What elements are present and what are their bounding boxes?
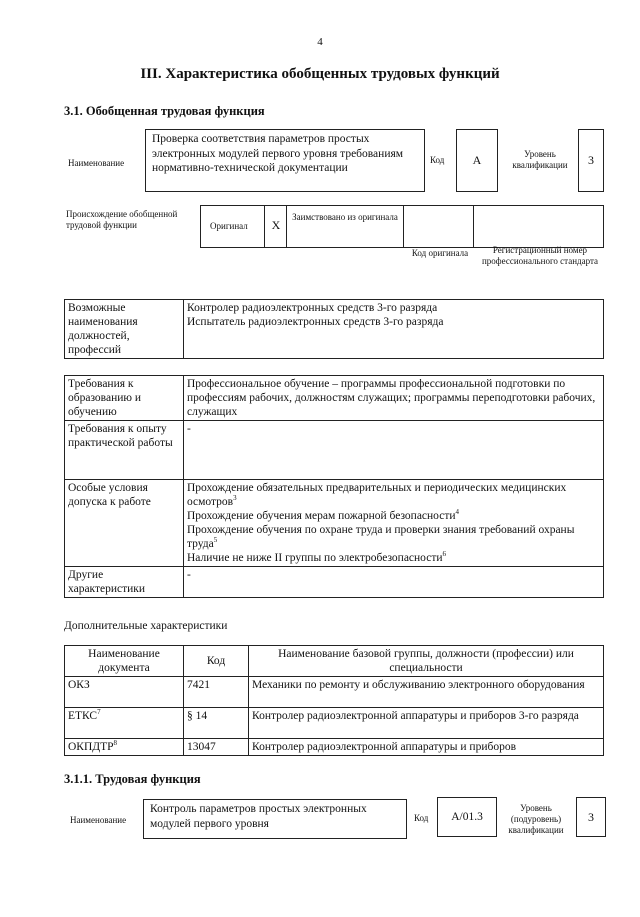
- code-cell: § 14: [184, 708, 249, 739]
- table-row: [65, 708, 604, 739]
- tf-name-value: Контроль параметров простых электронных модулей первого уровня: [143, 799, 407, 839]
- gtf-heading: 3.1. Обобщенная трудовая функция: [64, 104, 265, 118]
- footnote-ref: 8: [113, 739, 118, 748]
- origin-table: [200, 205, 604, 248]
- gtf-name-value: Проверка соответствия параметров простых электронных модулей первого уровня требованиям нормативно-технической документации: [145, 129, 425, 192]
- position-item: Испытатель радиоэлектронных средств 3-го разряда: [187, 316, 444, 328]
- header-name: Наименование базовой группы, должности (профессии) или специальности: [249, 646, 604, 677]
- positions-values: [184, 300, 604, 359]
- footnote-ref: 6: [442, 550, 447, 559]
- gtf-code-label: Код: [430, 155, 445, 165]
- gtf-level-value: 3: [578, 129, 604, 192]
- positions-label: Возможные наименования должностей, профессий: [65, 300, 184, 359]
- doc-cell: ОКЗ: [65, 677, 184, 708]
- name-cell: Механики по ремонту и обслуживанию электронного оборудования: [249, 677, 604, 708]
- tf-name-label: Наименование: [70, 815, 127, 825]
- experience-value: -: [184, 421, 604, 480]
- tf-level-label: Уровень (подуровень) квалификации: [508, 802, 564, 835]
- special-condition-4: Наличие не ниже II группы по электробезопасности: [187, 552, 443, 564]
- code-cell: 13047: [184, 739, 249, 756]
- borrowed-label: Заимствовано из оригинала: [292, 212, 398, 222]
- tf-code-value: А/01.3: [437, 797, 497, 837]
- special-conditions-value: [184, 480, 604, 567]
- name-cell: Контролер радиоэлектронной аппаратуры и приборов: [249, 739, 604, 756]
- gtf-name-label: Наименование: [68, 158, 125, 168]
- position-item: Контролер радиоэлектронных средств 3-го разряда: [187, 302, 438, 314]
- original-mark: X: [271, 218, 281, 232]
- footnote-ref: 4: [455, 508, 460, 517]
- gtf-origin-label: Происхождение обобщенной трудовой функции: [66, 209, 178, 230]
- other-label: Другие характеристики: [65, 567, 184, 598]
- experience-label: Требования к опыту практической работы: [65, 421, 184, 480]
- code-original-label: Код оригинала: [411, 248, 469, 258]
- footnote-ref: 5: [213, 536, 218, 545]
- other-value: -: [184, 567, 604, 598]
- special-condition-1: Прохождение обязательных предварительных и периодических медицинских осмотров: [187, 482, 567, 508]
- tf-level-value: 3: [576, 797, 606, 837]
- additional-title: Дополнительные характеристики: [64, 620, 228, 632]
- table-row: [65, 677, 604, 708]
- tf-code-label: Код: [414, 813, 429, 823]
- header-doc: Наименование документа: [65, 646, 184, 677]
- education-value: Профессиональное обучение – программы профессиональной подготовки по профессиям рабочих, должностям служащих; программы переподготовки рабочих, служащих: [184, 376, 604, 421]
- page-number: 4: [317, 36, 323, 48]
- doc-name: ОКПДТР: [68, 741, 114, 753]
- gtf-code-value: А: [456, 129, 498, 192]
- section-title: III. Характеристика обобщенных трудовых функций: [140, 66, 500, 82]
- doc-cell: [65, 739, 184, 756]
- table-row: [65, 739, 604, 756]
- special-condition-3: Прохождение обучения по охране труда и проверки знания требований охраны труда: [187, 524, 575, 550]
- education-label: Требования к образованию и обучению: [65, 376, 184, 421]
- header-code: Код: [184, 646, 249, 677]
- code-cell: 7421: [184, 677, 249, 708]
- special-condition-2: Прохождение обучения мерам пожарной безопасности: [187, 510, 456, 522]
- reg-number-label: Регистрационный номер профессионального стандарта: [481, 245, 599, 266]
- footnote-ref: 7: [97, 708, 101, 717]
- additional-table: [64, 645, 604, 756]
- footnote-ref: 3: [233, 494, 237, 503]
- special-conditions-label: Особые условия допуска к работе: [65, 480, 184, 567]
- doc-name: ЕТКС: [68, 710, 98, 722]
- original-label: Оригинал: [210, 221, 248, 231]
- positions-table: [64, 299, 604, 359]
- doc-cell: [65, 708, 184, 739]
- requirements-table: [64, 375, 604, 598]
- name-cell: Контролер радиоэлектронной аппаратуры и приборов 3-го разряда: [249, 708, 604, 739]
- tf-heading: 3.1.1. Трудовая функция: [64, 772, 201, 786]
- gtf-level-label: Уровень квалификации: [512, 149, 568, 170]
